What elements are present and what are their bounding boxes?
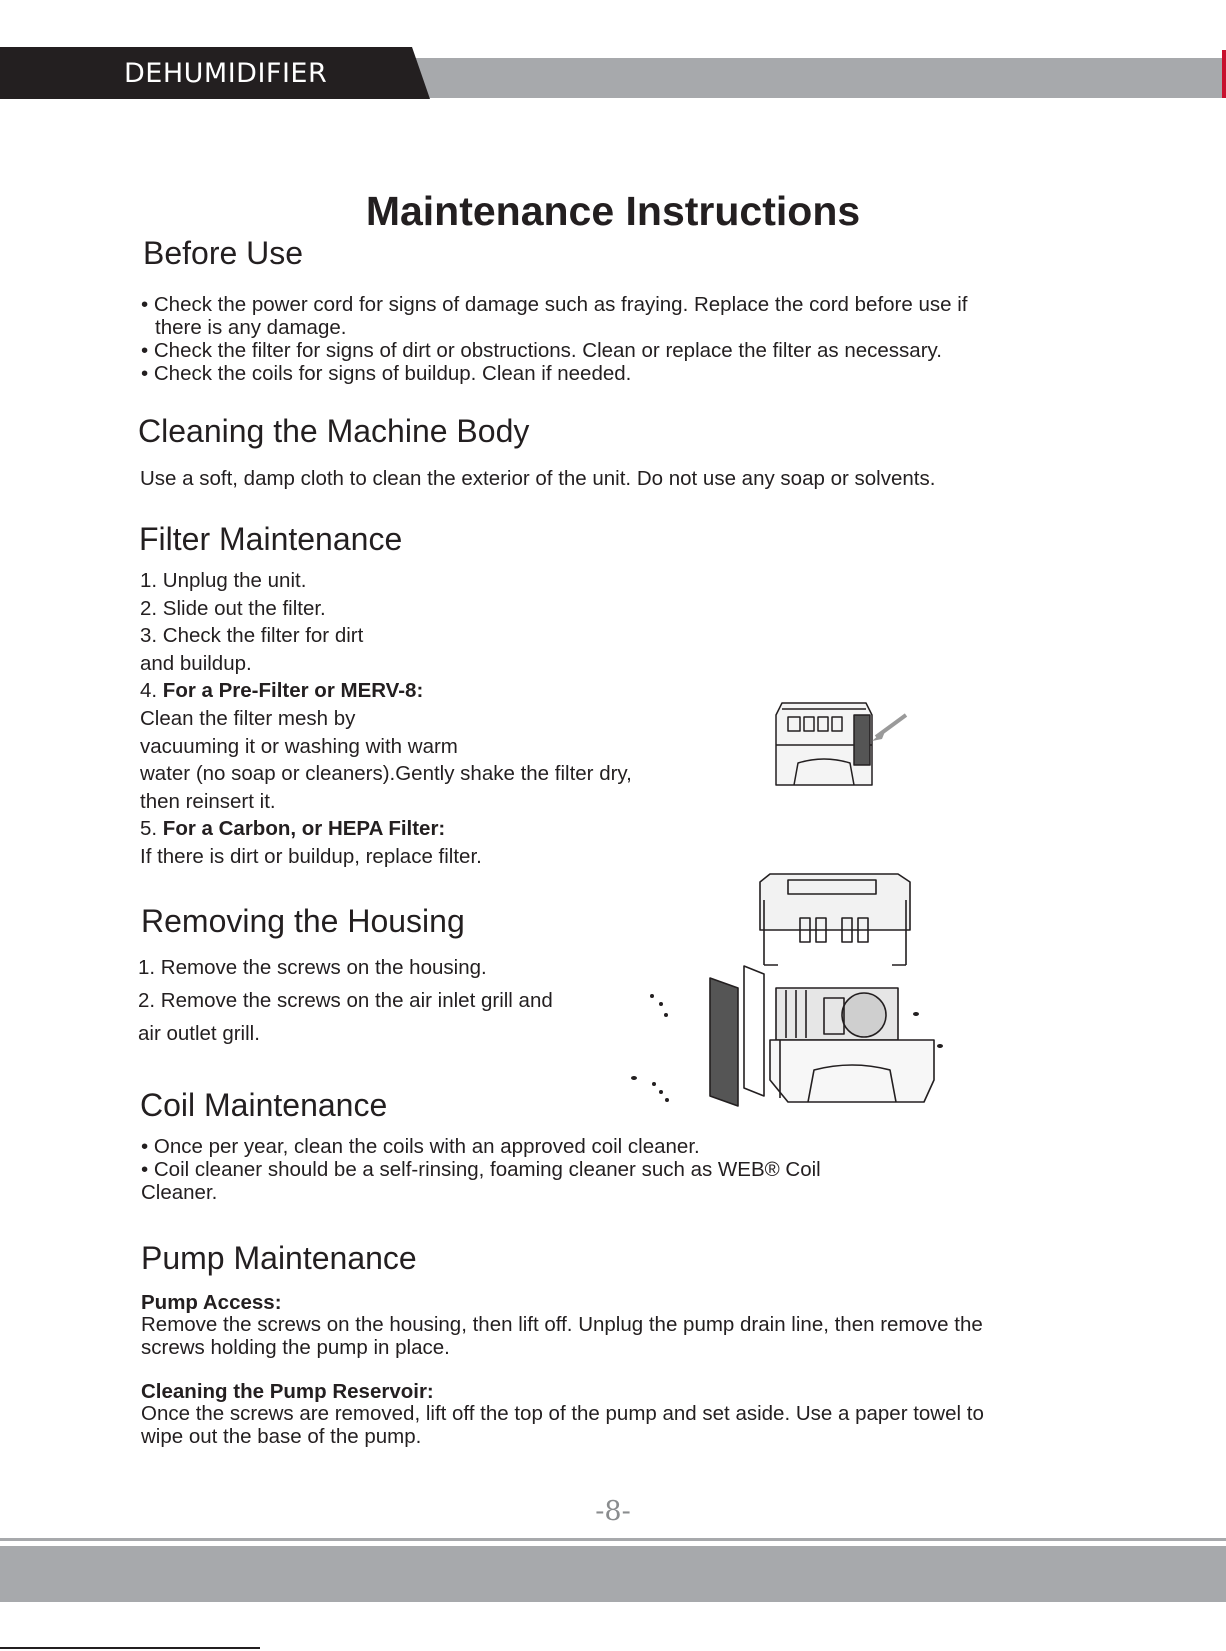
filter-step: 1. Unplug the unit. <box>140 569 307 592</box>
page-title: Maintenance Instructions <box>365 188 861 234</box>
footer-band <box>0 1546 1226 1602</box>
before-use-heading: Before Use <box>143 235 304 271</box>
coil-maintenance-line: Cleaner. <box>141 1181 218 1204</box>
header-title: DEHUMIDIFIER <box>124 58 328 89</box>
filter-step: water (no soap or cleaners).Gently shake the filter dry, <box>140 762 632 786</box>
pump-access-text: screws holding the pump in place. <box>141 1336 450 1359</box>
coil-maintenance-line: • Coil cleaner should be a self-rinsing, foaming cleaner such as WEB® Coil <box>141 1158 821 1181</box>
removing-housing-heading: Removing the Housing <box>141 903 465 939</box>
coil-maintenance-line: • Once per year, clean the coils with an approved coil cleaner. <box>141 1135 700 1158</box>
header-accent <box>1222 50 1226 98</box>
pump-reservoir-label: Cleaning the Pump Reservoir: <box>141 1380 434 1403</box>
filter-step: vacuuming it or washing with warm <box>140 734 458 758</box>
filter-step-number: 5. <box>140 817 163 841</box>
footer-rule <box>0 1538 1226 1541</box>
pump-reservoir-text: wipe out the base of the pump. <box>141 1425 422 1448</box>
filter-maintenance-heading: Filter Maintenance <box>139 521 403 557</box>
exploded-housing-illustration <box>628 870 998 1125</box>
removing-housing-step: air outlet grill. <box>138 1022 260 1045</box>
coil-maintenance-heading: Coil Maintenance <box>140 1087 388 1123</box>
pump-access-text: Remove the screws on the housing, then lift off. Unplug the pump drain line, then remove the <box>141 1313 983 1336</box>
footer-mark <box>0 1647 260 1649</box>
filter-step-bold: For a Pre-Filter or MERV-8: <box>162 679 424 703</box>
filter-step: 3. Check the filter for dirt <box>140 624 364 648</box>
pump-maintenance-heading: Pump Maintenance <box>141 1240 417 1276</box>
before-use-line: there is any damage. <box>155 316 347 339</box>
filter-step: and buildup. <box>140 651 252 675</box>
filter-step <box>140 815 632 843</box>
removing-housing-step: 2. Remove the screws on the air inlet grill and <box>138 989 553 1012</box>
cleaning-body-text: Use a soft, damp cloth to clean the exterior of the unit. Do not use any soap or solvents. <box>140 467 936 490</box>
filter-step: 2. Slide out the filter. <box>140 596 326 620</box>
filter-step-bold: For a Carbon, or HEPA Filter: <box>162 817 446 841</box>
filter-steps <box>140 567 632 871</box>
filter-step-number: 4. <box>140 679 163 703</box>
before-use-line: • Check the power cord for signs of damage such as fraying. Replace the cord before use if <box>141 293 968 316</box>
removing-housing-step: 1. Remove the screws on the housing. <box>138 956 487 979</box>
pump-reservoir-text: Once the screws are removed, lift off the top of the pump and set aside. Use a paper towel to <box>141 1402 984 1425</box>
page-number: -8- <box>595 1496 631 1527</box>
before-use-line: • Check the coils for signs of buildup. Clean if needed. <box>141 362 632 385</box>
filter-step: then reinsert it. <box>140 789 276 813</box>
filter-step: Clean the filter mesh by <box>140 706 356 730</box>
before-use-line: • Check the filter for signs of dirt or obstructions. Clean or replace the filter as necessary. <box>141 339 942 362</box>
filter-step <box>140 677 632 705</box>
cleaning-body-heading: Cleaning the Machine Body <box>138 413 530 449</box>
pump-access-label: Pump Access: <box>141 1291 282 1314</box>
filter-location-illustration <box>768 695 918 795</box>
filter-step: If there is dirt or buildup, replace filter. <box>140 844 482 868</box>
